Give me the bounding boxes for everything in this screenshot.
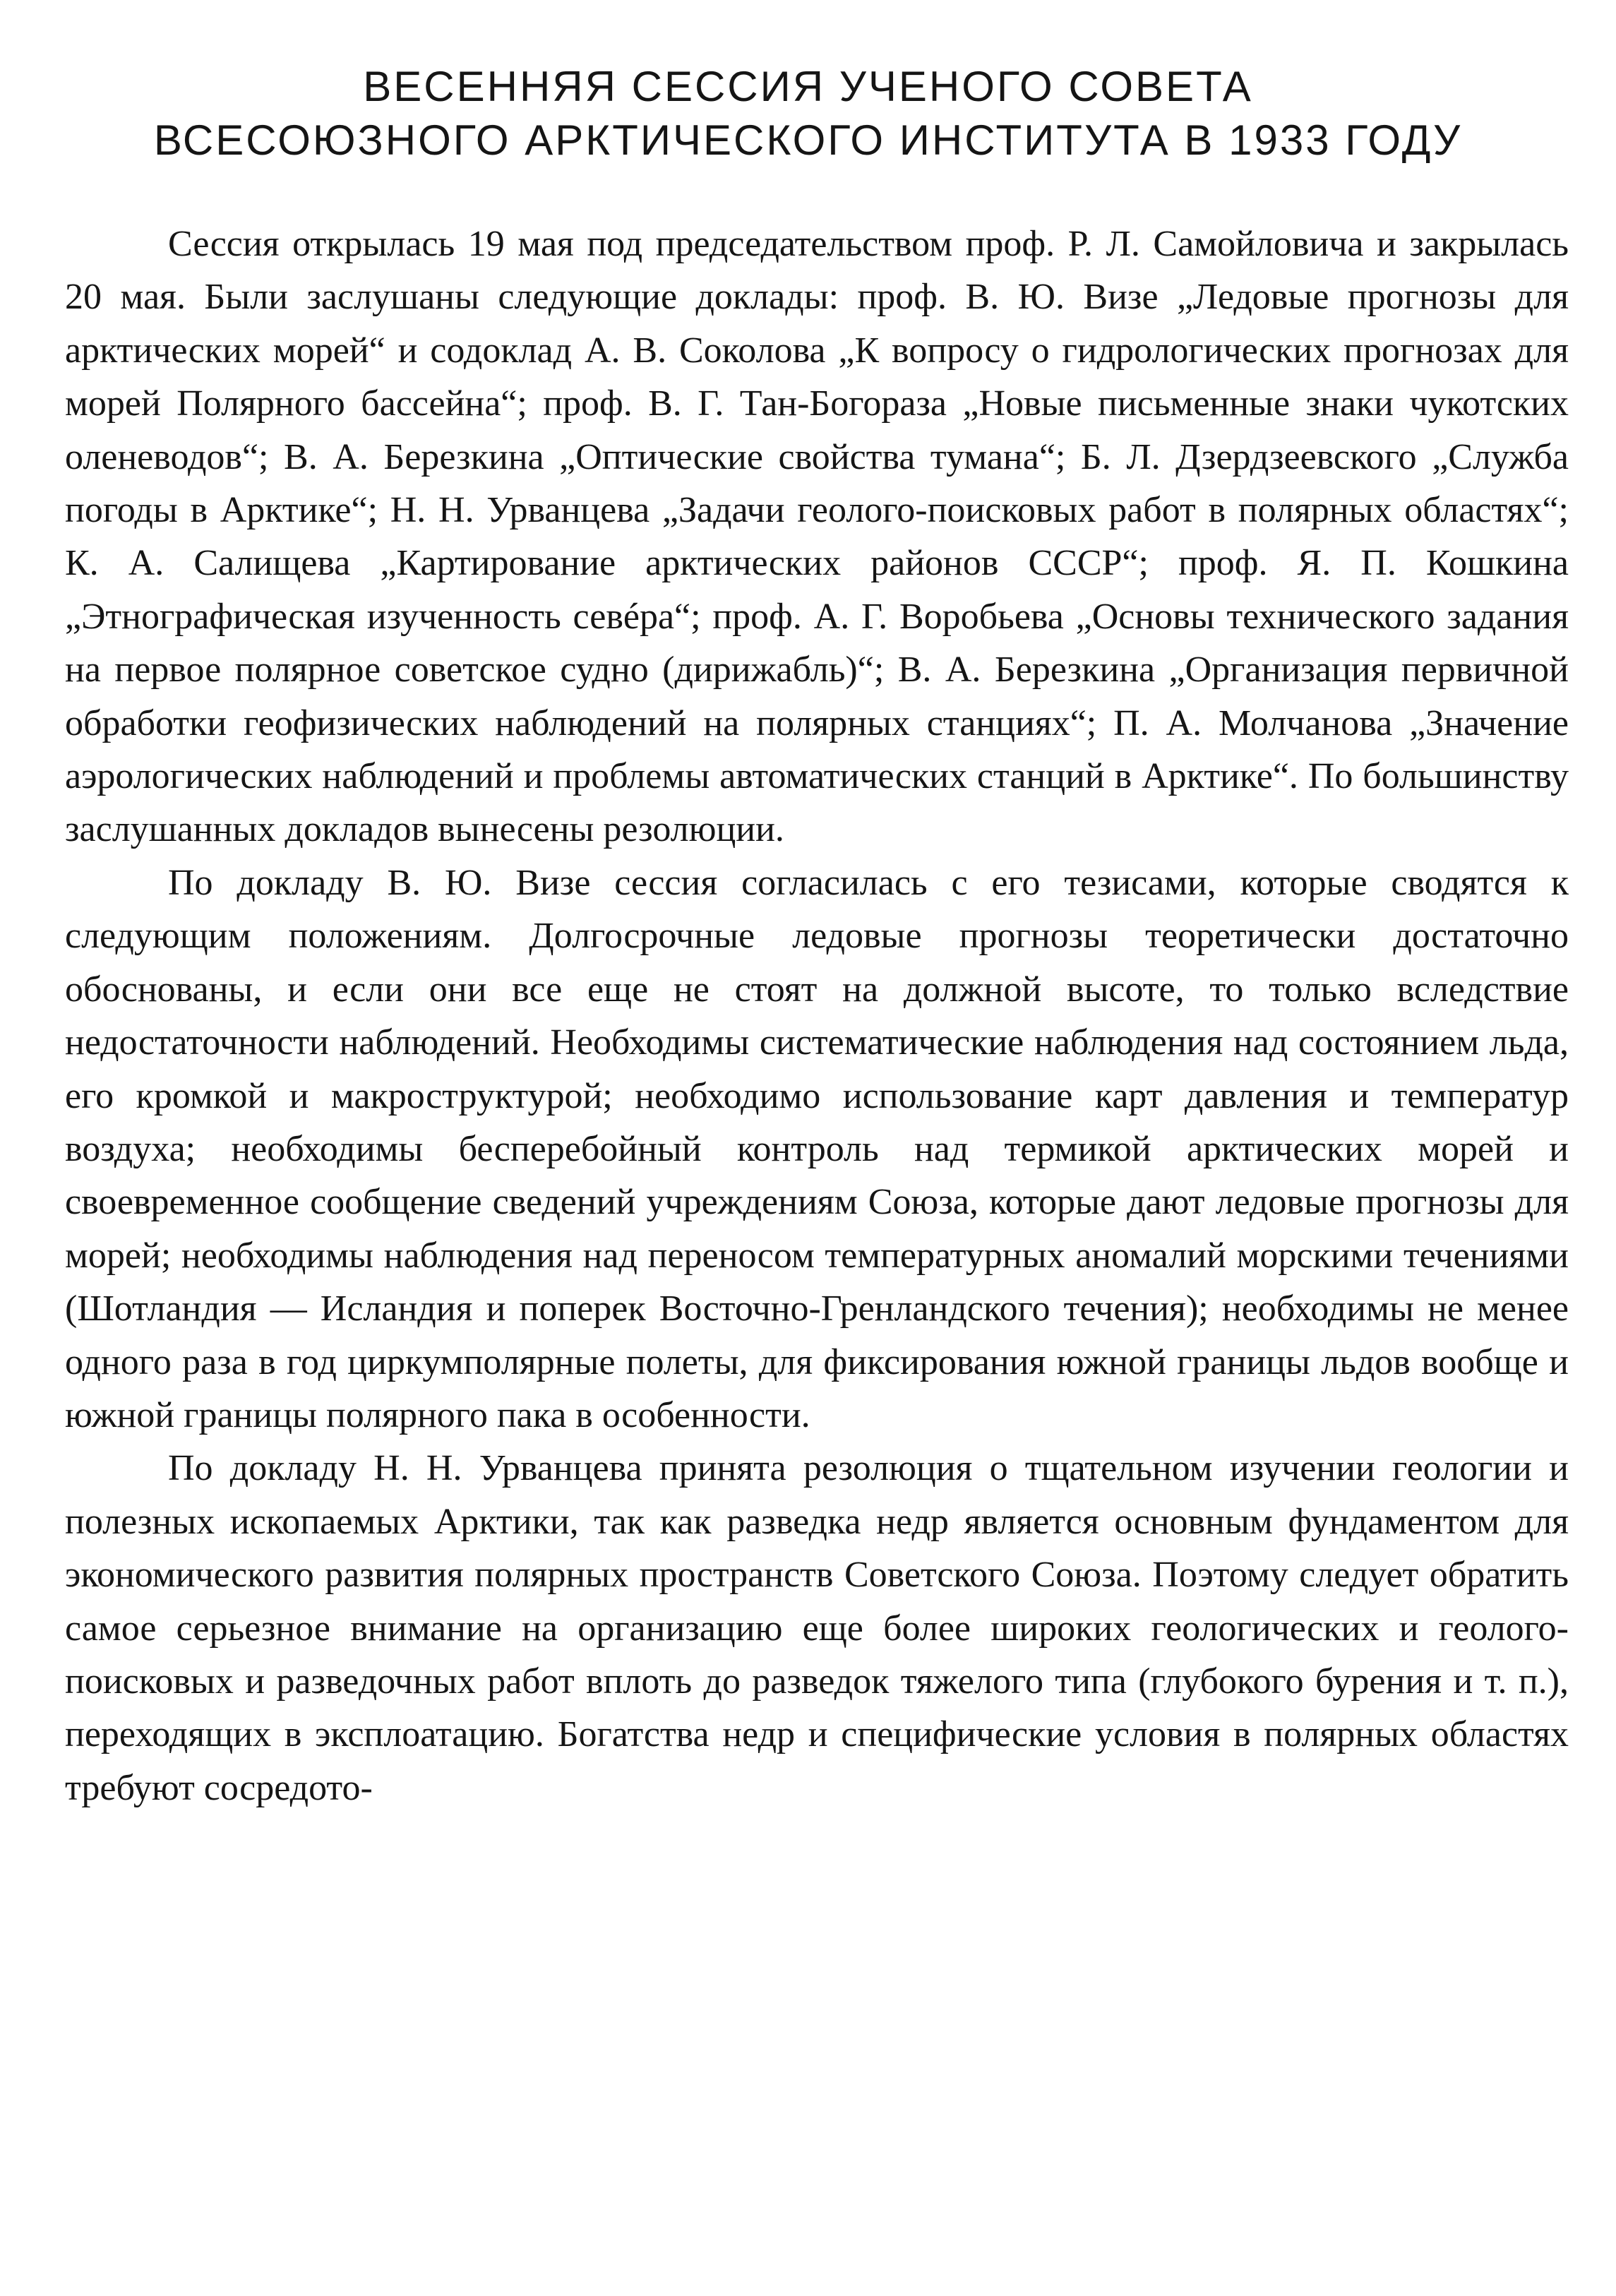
page-title [0,60,1616,167]
article-body [65,217,1569,1814]
paragraph-2: По докладу В. Ю. Визе сессия согласилась с его тезисами, которые сводятся к следующим положениям. Долгосрочные ледовые прогнозы теоретически достаточно обоснованы, и если они все еще не стоят на должной высоте, то только вследствие недостаточности наблюдений. Необходимы систематические наблюдения над состоянием льда, его кромкой и макроструктурой; необходимо использование карт давления и температур воздуха; необходимы бесперебойный контроль над термикой арктических морей и своевременное сообщение сведений учреждениям Союза, которые дают ледовые прогнозы для морей; необходимы наблюдения над переносом температурных аномалий морскими течениями (Шотландия — Исландия и поперек Восточно-Гренландского течения); необходимы не менее одного раза в год циркумполярные полеты, для фиксирования южной границы льдов вообще и южной границы полярного пака в особенности. [65,862,1569,1435]
paragraph-3: По докладу Н. Н. Урванцева принята резолюция о тщательном изучении геологии и полезных ископаемых Арктики, так как разведка недр является основным фундаментом для экономического развития полярных пространств Советского Союза. Поэтому следует обратить самое серьезное внимание на организацию еще более широких геологических и геолого-поисковых и разведочных работ вплоть до разведок тяжелого типа (глубокого бурения и т. п.), переходящих в эксплоатацию. Богатства недр и специфические условия в полярных областях требуют сосредото- [65,1448,1569,1808]
title-line-1: ВЕСЕННЯЯ СЕССИЯ УЧЕНОГО СОВЕТА [363,63,1253,110]
title-line-2: ВСЕСОЮЗНОГО АРКТИЧЕСКОГО ИНСТИТУТА В 1933 ГОДУ [153,116,1463,164]
paragraph-1: Сессия открылась 19 мая под председательством проф. Р. Л. Самойловича и закрылась 20 мая. Были заслушаны следующие доклады: проф. В. Ю. Визе „Ледовые прогнозы для арктических морей“ и содоклад А. В. Соколова „К вопросу о гидрологических прогнозах для морей Полярного бассейна“; проф. В. Г. Тан-Богораза „Новые письменные знаки чукотских оленеводов“; В. А. Березкина „Оптические свойства тумана“; Б. Л. Дзердзеевского „Служба погоды в Арктике“; Н. Н. Урванцева „Задачи геолого-поисковых работ в полярных областях“; К. А. Салищева „Картирование арктических районов СССР“; проф. Я. П. Кошкина „Этнографическая изученность севéра“; проф. А. Г. Воробьева „Основы технического задания на первое полярное советское судно (дирижабль)“; В. А. Березкина „Организация первичной обработки геофизических наблюдений на полярных станциях“; П. А. Молчанова „Значение аэрологических наблюдений и проблемы автоматических станций в Арктике“. По большинству заслушанных докладов вынесены резолюции. [65,224,1569,850]
